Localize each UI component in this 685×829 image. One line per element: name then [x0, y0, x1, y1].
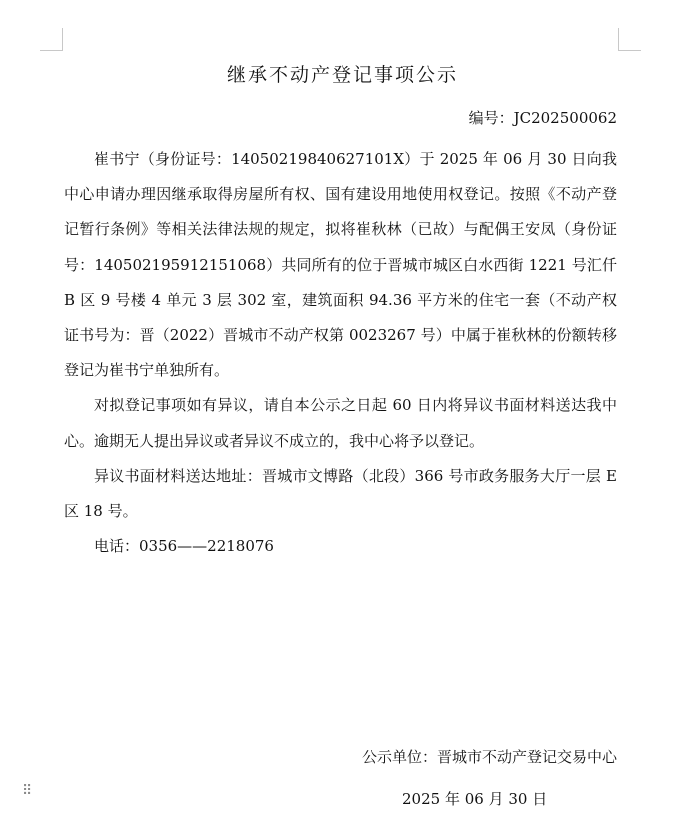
paragraph-objection: 对拟登记事项如有异议，请自本公示之日起 60 日内将异议书面材料送达我中心。逾期无人提出异议或者异议不成立的，我中心将予以登记。	[64, 396, 617, 450]
document-body	[64, 142, 617, 564]
paragraph-phone: 电话：0356——2218076	[94, 537, 274, 556]
paragraph-main: 崔书宁（身份证号：14050219840627101X）于 2025 年 06 月 30 日向我中心申请办理因继承取得房屋所有权、国有建设用地使用权登记。按照《不动产登记暂行条例》等相关法律法规的规定，拟将崔秋林（已故）与配偶王安凤（身份证号：140502195912151068）共同所有的位于晋城市城区白水西街 1221 号汇仟 B 区 9 号楼 4 单元 3 层 302 室，建筑面积 94.36 平方米的住宅一套（不动产权证书号为：晋（2022）晋城市不动产权第 0023267 号）中属于崔秋林的份额转移登记为崔书宁单独所有。	[64, 150, 617, 380]
document-title: 继承不动产登记事项公示	[226, 64, 458, 86]
crop-mark-top-left	[40, 28, 63, 51]
issue-date: 2025 年 06 月 30 日	[402, 790, 548, 808]
paragraph-address: 异议书面材料送达地址：晋城市文博路（北段）366 号市政务服务大厅一层 E 区 18 号。	[64, 466, 617, 521]
document-number: 编号：JC202500062	[468, 109, 617, 127]
crop-mark-top-right	[618, 28, 641, 51]
issuer-line: 公示单位：晋城市不动产登记交易中心	[361, 748, 617, 766]
drag-handle-icon[interactable]: ⠿	[22, 783, 33, 799]
